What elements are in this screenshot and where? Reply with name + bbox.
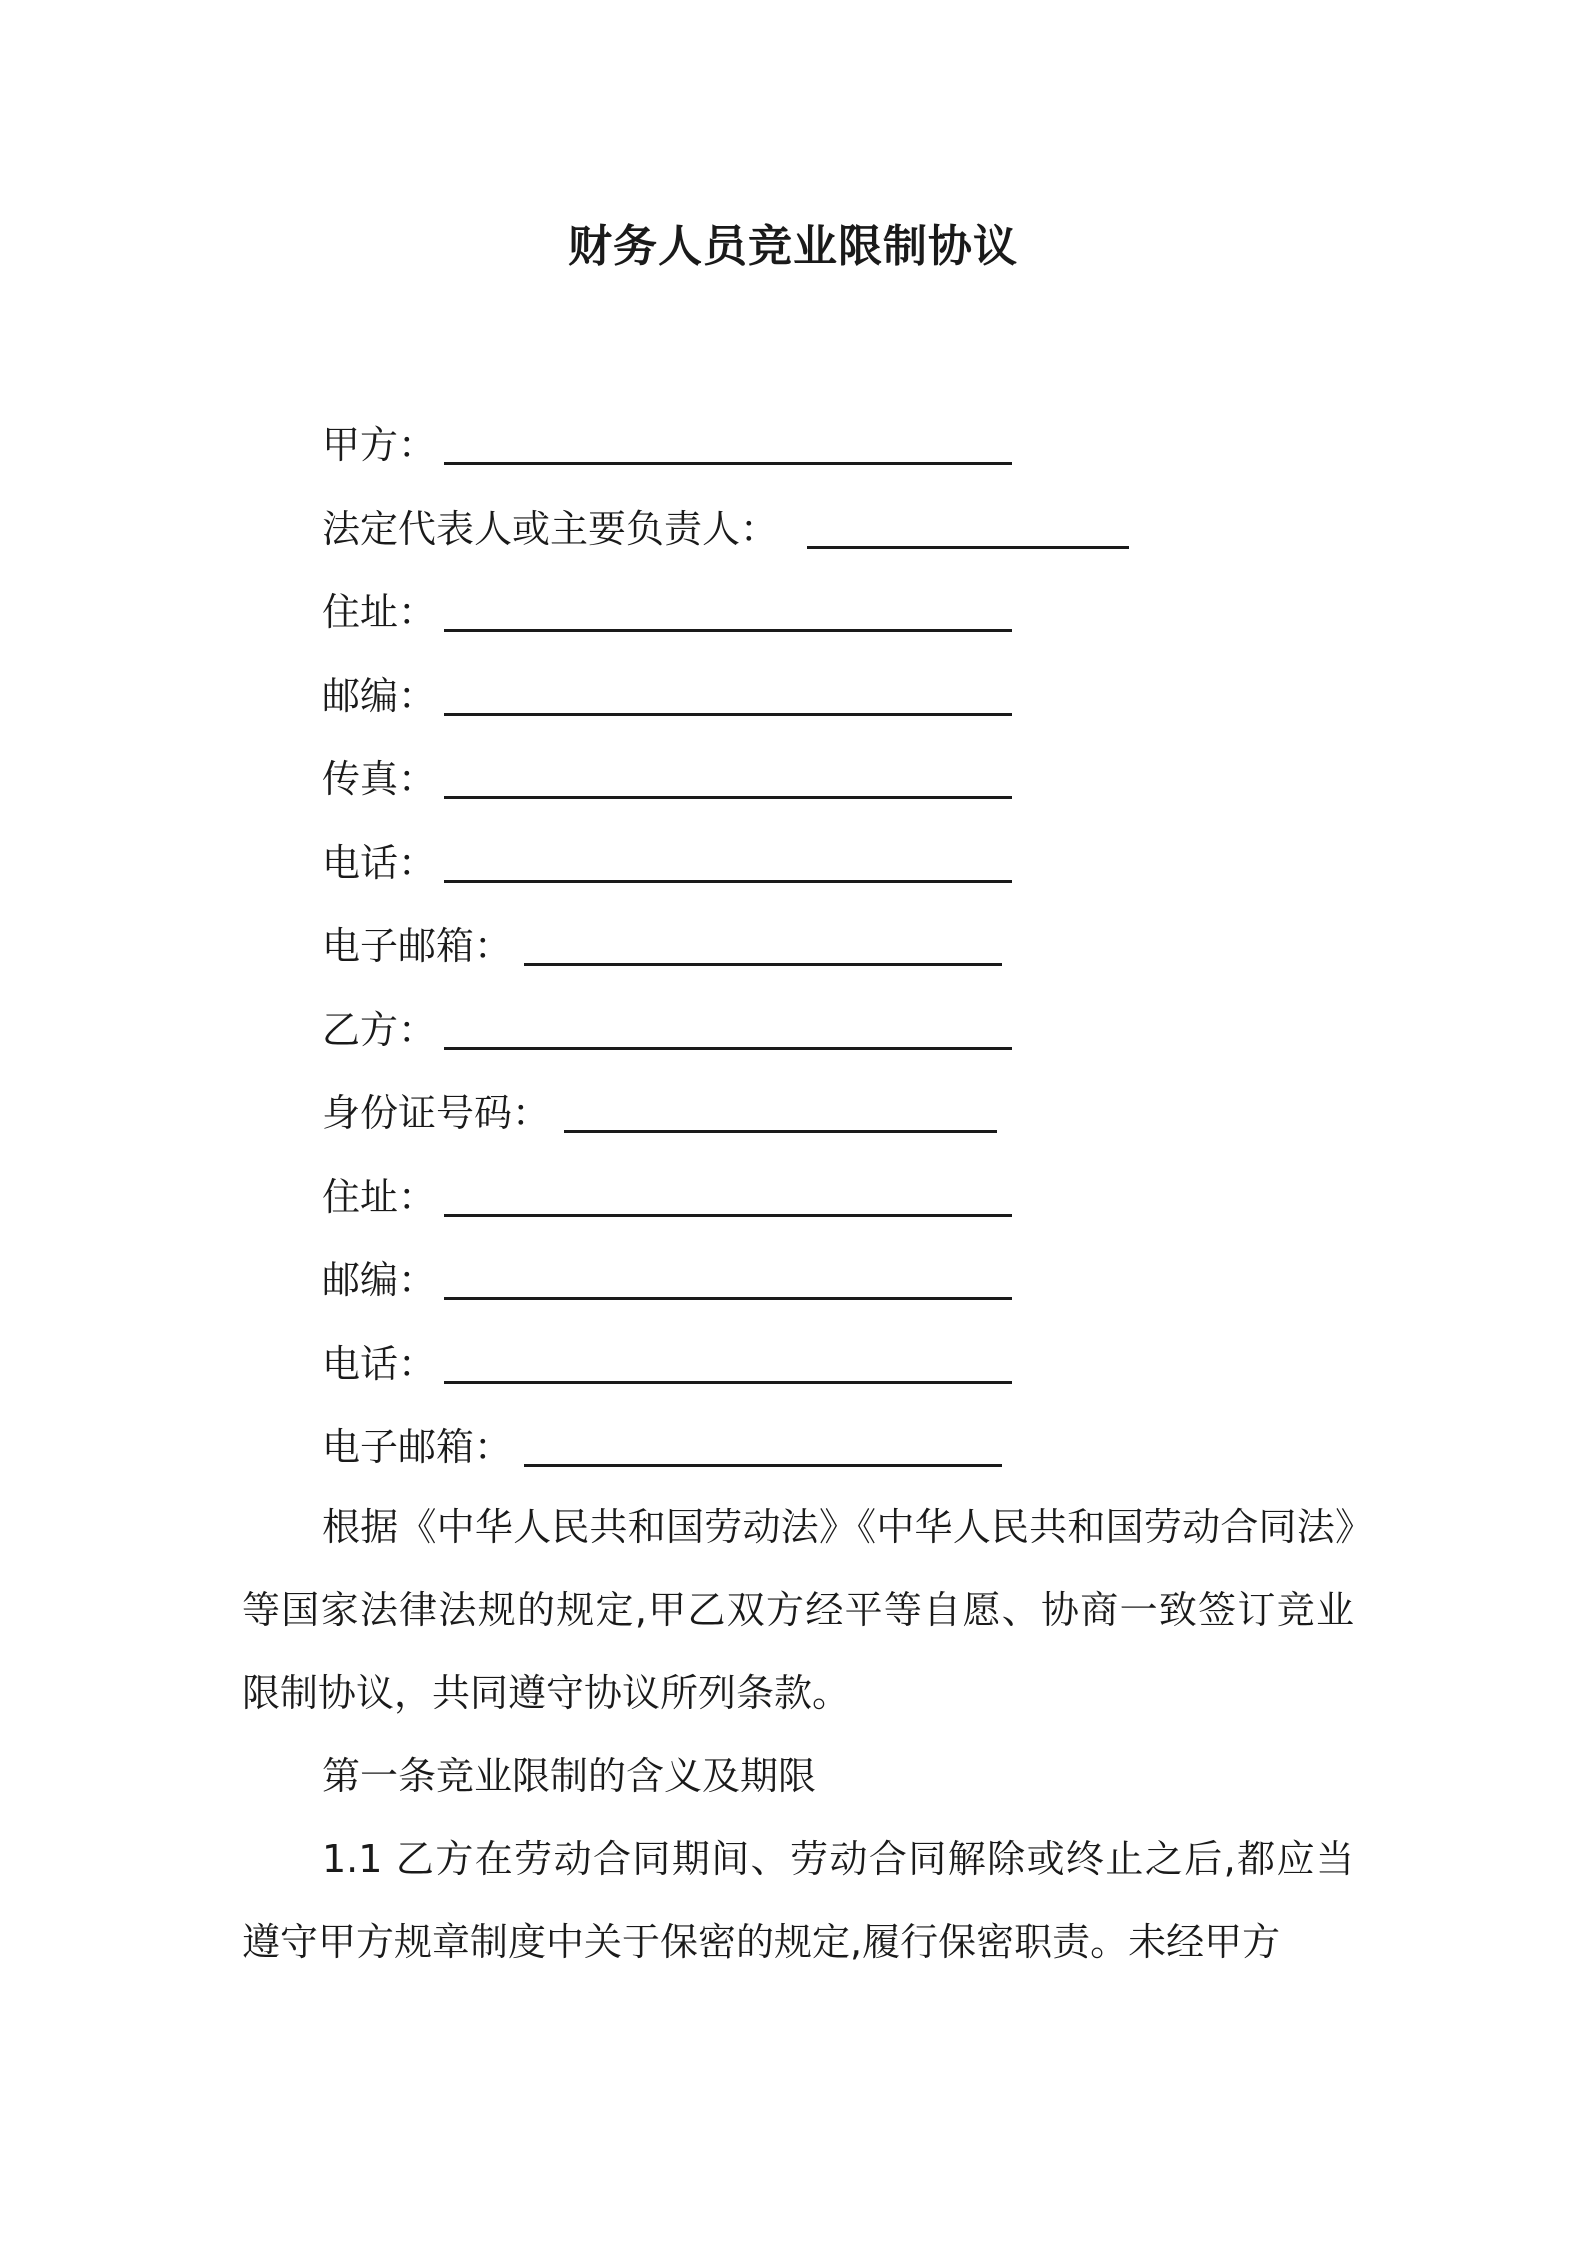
party-b-phone-field bbox=[322, 1329, 1362, 1413]
party-a-field bbox=[322, 410, 1362, 494]
field-label: 邮编： bbox=[322, 1258, 437, 1302]
fill-in-line[interactable] bbox=[524, 1464, 1002, 1467]
party-b-postcode-field bbox=[322, 1245, 1362, 1329]
fill-in-line[interactable] bbox=[444, 796, 1012, 799]
fill-in-line[interactable] bbox=[444, 462, 1012, 465]
party-a-phone-field bbox=[322, 828, 1362, 912]
field-label: 电话： bbox=[322, 1341, 437, 1386]
document-title: 财务人员竞业限制协议 bbox=[568, 221, 1018, 272]
field-label: 乙方： bbox=[322, 1007, 437, 1052]
fill-in-line[interactable] bbox=[564, 1130, 997, 1133]
party-info-fields bbox=[322, 410, 1362, 1496]
fill-in-line[interactable] bbox=[444, 629, 1012, 632]
party-a-postcode-field bbox=[322, 661, 1362, 745]
intro-paragraph: 根据《中华人民共和国劳动法》《中华人民共和国劳动合同法》等国家法律法规的规定,甲乙双方经平等自愿、协商一致签订竞业限制协议，共同遵守协议所列条款。 bbox=[242, 1505, 1354, 1715]
fill-in-line[interactable] bbox=[807, 546, 1129, 549]
field-label: 住址： bbox=[322, 1174, 437, 1219]
fill-in-line[interactable] bbox=[444, 880, 1012, 883]
field-label: 甲方： bbox=[322, 423, 437, 467]
field-label: 电话： bbox=[322, 840, 437, 885]
field-label: 电子邮箱： bbox=[322, 1425, 513, 1469]
party-a-email-field bbox=[322, 911, 1362, 995]
fill-in-line[interactable] bbox=[444, 1297, 1012, 1300]
party-b-email-field bbox=[322, 1412, 1362, 1496]
field-label: 法定代表人或主要负责人： bbox=[322, 506, 779, 551]
fill-in-line[interactable] bbox=[444, 1381, 1012, 1384]
article-heading: 第一条竞业限制的含义及期限 bbox=[322, 1754, 817, 1798]
fill-in-line[interactable] bbox=[444, 1047, 1012, 1050]
field-label: 传真： bbox=[322, 757, 437, 801]
party-b-address-field bbox=[322, 1162, 1362, 1246]
fill-in-line[interactable] bbox=[524, 963, 1002, 966]
party-b-field bbox=[322, 995, 1362, 1079]
field-label: 电子邮箱： bbox=[322, 924, 513, 968]
clause-paragraph: 1.1 乙方在劳动合同期间、劳动合同解除或终止之后,都应当遵守甲方规章制度中关于保密的规定,履行保密职责。未经甲方 bbox=[242, 1837, 1354, 1964]
legal-representative-field bbox=[322, 494, 1362, 578]
field-label: 身份证号码： bbox=[322, 1091, 551, 1135]
fill-in-line[interactable] bbox=[444, 713, 1012, 716]
field-label: 邮编： bbox=[322, 673, 437, 718]
fill-in-line[interactable] bbox=[444, 1214, 1012, 1217]
party-a-fax-field bbox=[322, 744, 1362, 828]
party-a-address-field bbox=[322, 577, 1362, 661]
field-label: 住址： bbox=[322, 590, 437, 634]
id-number-field bbox=[322, 1078, 1362, 1162]
